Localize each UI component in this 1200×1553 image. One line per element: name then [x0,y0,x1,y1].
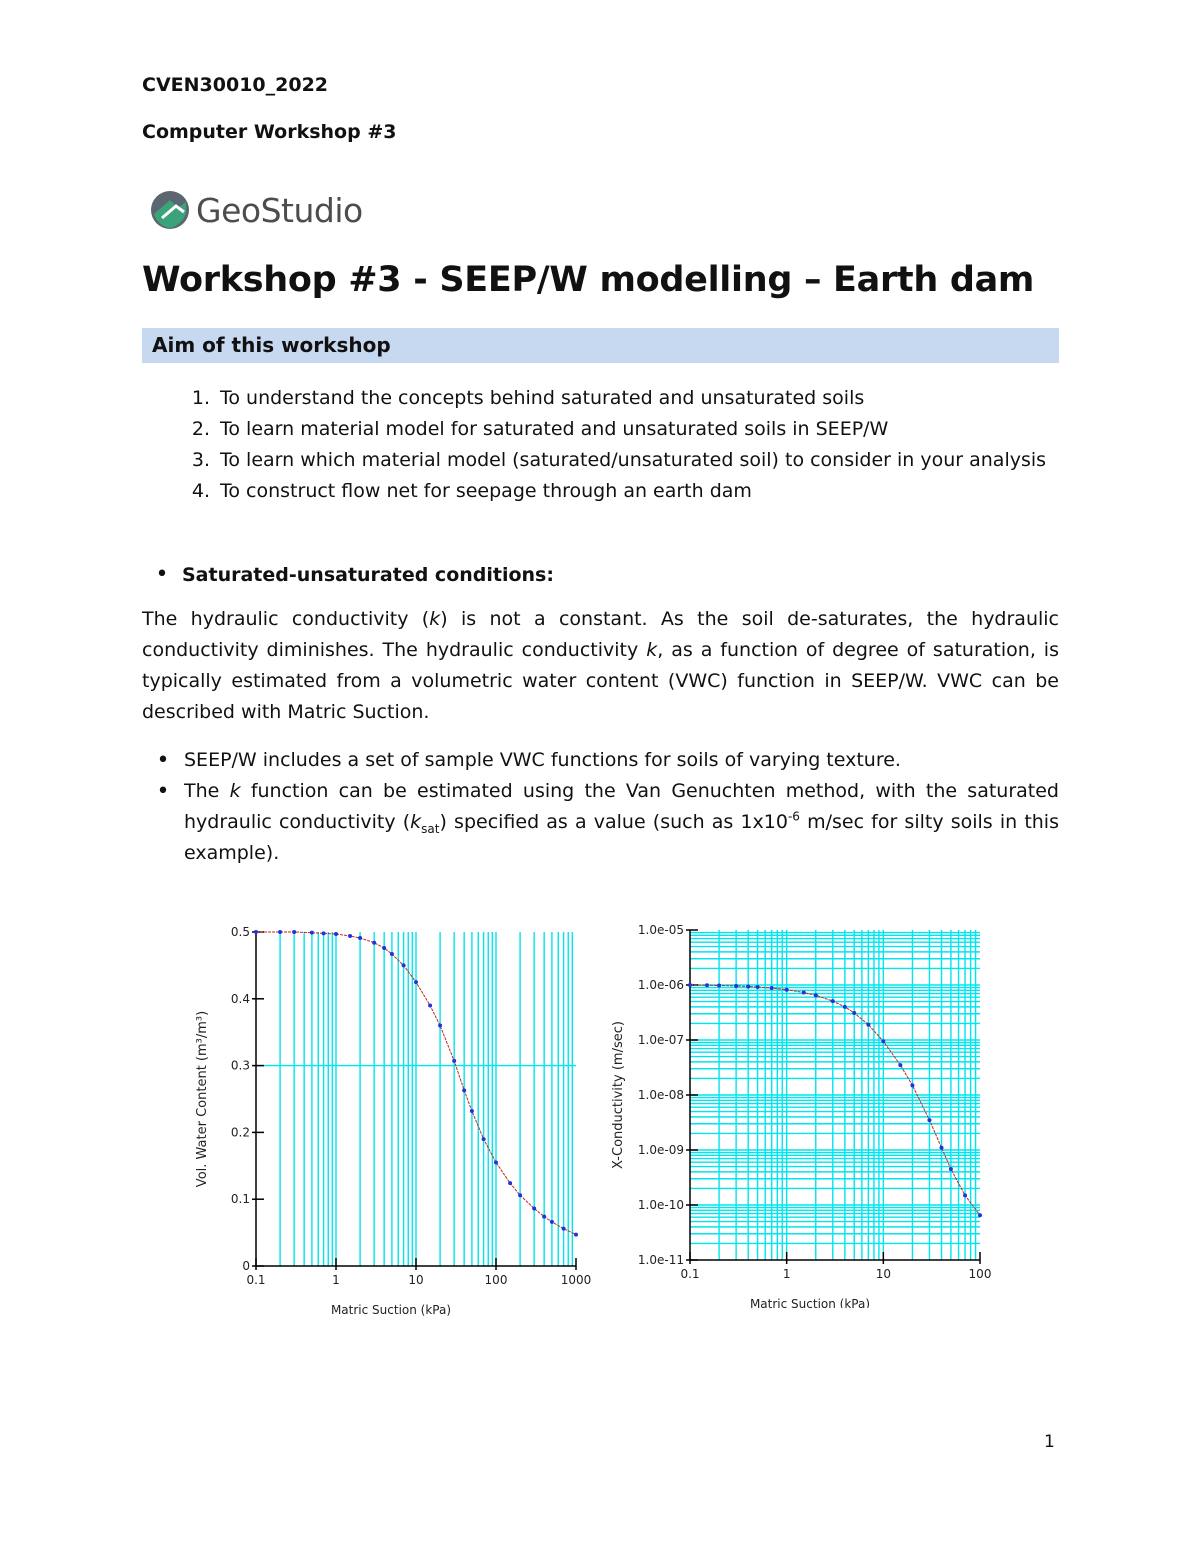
data-point [494,1160,498,1164]
data-point [428,1003,432,1007]
page-title: Workshop #3 - SEEP/W modelling – Earth dam [142,260,1035,300]
y-tick-label: 0.4 [230,991,250,1006]
data-point [963,1193,967,1197]
aim-item [142,418,1046,449]
x-tick-label: 1 [332,1273,340,1287]
para-text-3: , as a function of degree of saturation, is typically estimated from a volumetric water content (VWC) function in SEEP/W. VWC can be described with Matric Suction. [142,639,1059,723]
y-tick-label: 1.0e-08 [637,1088,684,1102]
y-tick-label: 1.0e-11 [637,1253,684,1267]
data-point [843,1005,847,1009]
data-point [898,1063,902,1067]
data-point [470,1109,474,1113]
y-tick-label: 1.0e-07 [637,1033,684,1047]
data-point [688,983,692,987]
aim-item-number: 2. [191,418,210,440]
aim-item [142,449,1046,480]
data-point [940,1146,944,1150]
data-point [532,1207,536,1211]
bullet-item [142,745,1059,776]
data-point [542,1215,546,1219]
ksat-subscript: sat [421,821,440,836]
data-point [322,931,326,935]
y-tick-label: 0 [242,1259,250,1273]
data-point [927,1118,931,1122]
data-point [814,993,818,997]
x-tick-label: 10 [408,1273,424,1287]
data-point [452,1059,456,1063]
data-point [438,1024,442,1028]
data-point [508,1181,512,1185]
y-tick-label: 0.2 [230,1125,250,1140]
data-point [358,936,362,940]
body-paragraph [142,604,1059,728]
bullet-text-b: function can be estimated using the Van Genuchten method, with the saturated hydraulic conductivity ( [184,780,1059,833]
y-tick-label: 0.5 [230,925,250,939]
bullet-dot-icon: • [156,748,170,773]
x-tick-label: 0.1 [246,1273,266,1287]
data-point [785,988,789,992]
aim-heading-bar [142,328,1059,363]
data-point [482,1137,486,1141]
y-tick-label: 1.0e-09 [637,1143,684,1157]
logo-wordmark: GeoStudio [196,190,363,230]
data-point [866,1023,870,1027]
bullet-item [142,776,1059,869]
data-point [802,991,806,995]
data-point [462,1088,466,1092]
data-point [278,930,282,934]
bullet-item-text: SEEP/W includes a set of sample VWC functions for soils of varying texture. [184,749,901,771]
vwc-chart [190,908,600,1328]
data-point [978,1213,982,1217]
x-tick-label: 100 [968,1267,992,1281]
workshop-subtitle: Computer Workshop #3 [142,121,397,143]
bullet-text-a: The [184,780,230,802]
data-point [348,934,352,938]
data-point [949,1167,953,1171]
data-point [756,985,760,989]
data-point [770,986,774,990]
data-point [334,932,338,936]
aim-item-number: 3. [191,449,210,471]
geostudio-logo [150,187,363,233]
data-point [734,984,738,988]
data-point [746,984,750,988]
y-axis-label: X-Conductivity (m/sec) [611,1021,626,1169]
aim-item [142,480,1046,511]
para-text-2: ) is not a constant. As the soil de-saturates, the hydraulic conductivity diminishes. The hydraulic conductivity [142,608,1059,661]
ksat-k-symbol: k [410,811,422,833]
geostudio-logo-icon [150,188,190,232]
bullet-k-symbol: k [229,780,241,802]
aim-heading: Aim of this workshop [152,333,391,357]
bullet-text-d: m/sec for silty soils in this example). [184,811,1059,864]
data-point [910,1083,914,1087]
section-bullet [142,564,554,586]
data-point [831,999,835,1003]
aim-item-number: 1. [191,387,210,409]
bullet-item-text [184,776,1059,869]
data-point [372,941,376,945]
x-tick-label: 1000 [560,1273,592,1287]
aim-item-number: 4. [191,480,210,502]
y-axis-label: Vol. Water Content (m³/m³) [195,1010,210,1188]
para-text-1: The hydraulic conductivity ( [142,608,430,630]
x-tick-label: 10 [875,1267,891,1281]
y-tick-label: 1.0e-10 [637,1198,684,1212]
data-point [574,1233,578,1237]
data-point [414,980,418,984]
aim-item-text: To construct flow net for seepage through an earth dam [220,480,752,502]
data-point [310,931,314,935]
section-bullet-heading: Saturated-unsaturated conditions: [182,564,554,586]
aim-item-text: To understand the concepts behind saturated and unsaturated soils [220,387,865,409]
para-k-symbol: k [429,608,441,630]
x-axis-label: Matric Suction (kPa) [330,1303,452,1317]
x-tick-label: 100 [484,1273,508,1287]
data-point [717,983,721,987]
bullet-dot-icon: • [155,562,169,587]
data-point [705,983,709,987]
data-point [382,946,386,950]
x-tick-label: 1 [782,1267,791,1281]
y-tick-label: 1.0e-05 [637,923,684,937]
page-number: 1 [1044,1432,1055,1452]
conductivity-chart [600,908,1000,1308]
bullet-list [142,745,1059,869]
x-tick-label: 0.1 [680,1267,700,1281]
data-point [550,1220,554,1224]
bullet-text-c: ) specified as a value (such as 1x10 [439,811,788,833]
data-point [518,1193,522,1197]
course-code: CVEN30010_2022 [142,74,329,96]
exponent-superscript: -6 [787,809,800,824]
y-tick-label: 1.0e-06 [637,978,684,992]
data-point [254,930,258,934]
aim-item-text: To learn which material model (saturated/unsaturated soil) to consider in your analysis [220,449,1047,471]
aim-list [142,387,1046,511]
data-point [390,952,394,956]
data-point [562,1227,566,1231]
data-point [881,1039,885,1043]
data-point [402,963,406,967]
data-point [852,1011,856,1015]
data-point [292,930,296,934]
x-axis-label: Matric Suction (kPa) [749,1297,871,1308]
aim-item [142,387,1046,418]
aim-item-text: To learn material model for saturated and unsaturated soils in SEEP/W [220,418,889,440]
y-tick-label: 0.1 [230,1192,250,1207]
para-k-symbol-2: k [646,639,658,661]
y-tick-label: 0.3 [230,1058,250,1073]
bullet-dot-icon: • [156,779,170,804]
